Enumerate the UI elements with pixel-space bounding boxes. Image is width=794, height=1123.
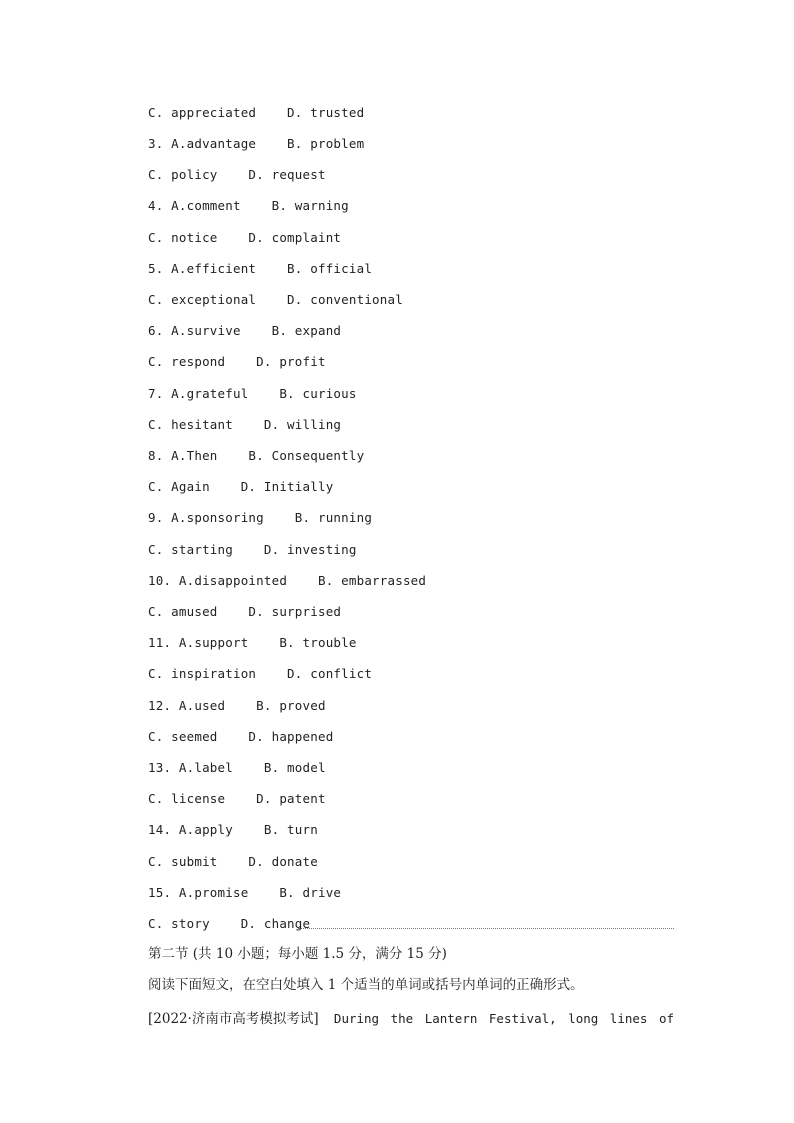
option-line: 8. A.Then B. Consequently (148, 448, 365, 463)
option-line: C. hesitant D. willing (148, 417, 342, 432)
option-line: C. submit D. donate (148, 854, 318, 869)
option-line: 3. A.advantage B. problem (148, 136, 365, 151)
option-line: C. exceptional D. conventional (148, 292, 403, 307)
option-line: C. license D. patent (148, 791, 326, 806)
option-line: 15. A.promise B. drive (148, 885, 342, 900)
option-line: 9. A.sponsoring B. running (148, 510, 373, 525)
option-line: 12. A.used B. proved (148, 698, 326, 713)
option-line: C. story D. change (148, 916, 311, 931)
option-line: 4. A.comment B. warning (148, 198, 349, 213)
passage-start: During the Lantern Festival, long lines of (333, 1011, 674, 1026)
option-line: C. respond D. profit (148, 354, 326, 369)
option-line: C. appreciated D. trusted (148, 105, 365, 120)
option-line: 6. A.survive B. expand (148, 323, 342, 338)
option-line: C. amused D. surprised (148, 604, 342, 619)
option-line: C. notice D. complaint (148, 230, 342, 245)
passage-first-line (148, 1010, 674, 1028)
option-line: C. policy D. request (148, 167, 326, 182)
section-heading: 第二节 (共 10 小题；每小题 1.5 分，满分 15 分) (148, 946, 447, 962)
option-line: 7. A.grateful B. curious (148, 386, 357, 401)
section-instruction: 阅读下面短文，在空白处填入 1 个适当的单词或括号内单词的正确形式。 (148, 977, 584, 993)
option-line: 10. A.disappointed B. embarrassed (148, 573, 427, 588)
option-line: 14. A.apply B. turn (148, 822, 318, 837)
option-line: 5. A.efficient B. official (148, 261, 373, 276)
option-line: 11. A.support B. trouble (148, 635, 357, 650)
dotted-separator (298, 928, 674, 929)
source-tag: [2022·济南市高考模拟考试] (148, 1011, 319, 1027)
option-line: 13. A.label B. model (148, 760, 326, 775)
option-line: C. inspiration D. conflict (148, 666, 373, 681)
option-line: C. starting D. investing (148, 542, 357, 557)
option-line: C. Again D. Initially (148, 479, 334, 494)
option-line: C. seemed D. happened (148, 729, 334, 744)
